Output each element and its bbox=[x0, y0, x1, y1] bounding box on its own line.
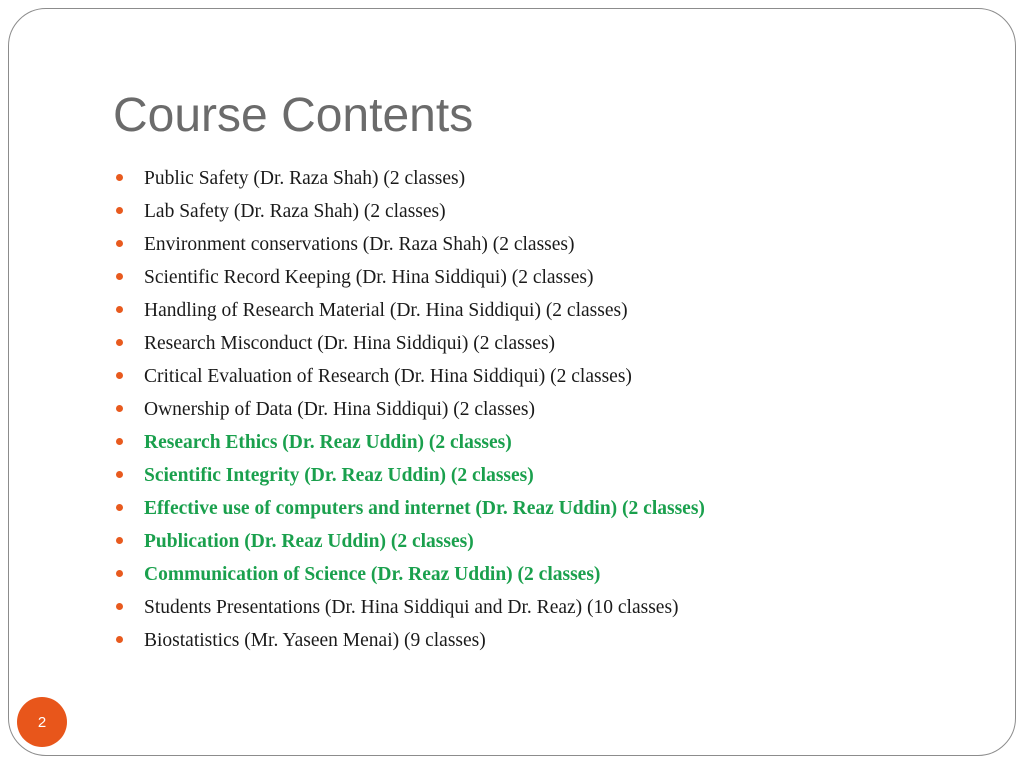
bullet-text: Public Safety (Dr. Raza Shah) (2 classes) bbox=[144, 167, 466, 189]
bullet-text: Environment conservations (Dr. Raza Shah) (2 classes) bbox=[144, 233, 575, 255]
bullet-marker-icon bbox=[116, 273, 123, 280]
bullet-text: Biostatistics (Mr. Yaseen Menai) (9 classes) bbox=[144, 629, 486, 651]
bullet-marker-icon bbox=[116, 570, 123, 577]
bullet-item bbox=[116, 294, 705, 327]
bullet-marker-icon bbox=[116, 405, 123, 412]
bullet-marker-icon bbox=[116, 471, 123, 478]
bullet-item-highlighted bbox=[116, 525, 705, 558]
bullet-marker-icon bbox=[116, 372, 123, 379]
bullet-text: Publication (Dr. Reaz Uddin) (2 classes) bbox=[144, 530, 474, 552]
bullet-item bbox=[116, 393, 705, 426]
bullet-text: Scientific Record Keeping (Dr. Hina Siddiqui) (2 classes) bbox=[144, 266, 594, 288]
bullet-item-highlighted bbox=[116, 492, 705, 525]
bullet-marker-icon bbox=[116, 174, 123, 181]
bullet-text: Students Presentations (Dr. Hina Siddiqui and Dr. Reaz) (10 classes) bbox=[144, 596, 679, 618]
bullet-marker-icon bbox=[116, 438, 123, 445]
bullet-text: Handling of Research Material (Dr. Hina Siddiqui) (2 classes) bbox=[144, 299, 628, 321]
bullet-marker-icon bbox=[116, 504, 123, 511]
bullet-text: Research Misconduct (Dr. Hina Siddiqui) (2 classes) bbox=[144, 332, 556, 354]
bullet-marker-icon bbox=[116, 636, 123, 643]
bullet-text: Ownership of Data (Dr. Hina Siddiqui) (2 classes) bbox=[144, 398, 535, 420]
bullet-marker-icon bbox=[116, 306, 123, 313]
bullet-marker-icon bbox=[116, 603, 123, 610]
bullet-item-highlighted bbox=[116, 426, 705, 459]
bullet-item-highlighted bbox=[116, 459, 705, 492]
bullet-text: Research Ethics (Dr. Reaz Uddin) (2 classes) bbox=[144, 431, 512, 453]
bullet-text: Lab Safety (Dr. Raza Shah) (2 classes) bbox=[144, 200, 446, 222]
bullet-marker-icon bbox=[116, 339, 123, 346]
bullet-text: Communication of Science (Dr. Reaz Uddin) (2 classes) bbox=[144, 563, 601, 585]
page-number-badge: 2 bbox=[17, 697, 67, 747]
bullet-item bbox=[116, 327, 705, 360]
bullet-text: Effective use of computers and internet (Dr. Reaz Uddin) (2 classes) bbox=[144, 497, 705, 519]
bullet-text: Scientific Integrity (Dr. Reaz Uddin) (2 classes) bbox=[144, 464, 534, 486]
bullet-item bbox=[116, 228, 705, 261]
slide-title: Course Contents bbox=[113, 89, 474, 142]
bullet-list bbox=[116, 162, 705, 657]
bullet-item bbox=[116, 624, 705, 657]
bullet-item bbox=[116, 261, 705, 294]
bullet-item bbox=[116, 591, 705, 624]
bullet-item-highlighted bbox=[116, 558, 705, 591]
bullet-item bbox=[116, 360, 705, 393]
bullet-item bbox=[116, 162, 705, 195]
bullet-text: Critical Evaluation of Research (Dr. Hina Siddiqui) (2 classes) bbox=[144, 365, 632, 387]
bullet-item bbox=[116, 195, 705, 228]
bullet-marker-icon bbox=[116, 207, 123, 214]
bullet-marker-icon bbox=[116, 537, 123, 544]
bullet-marker-icon bbox=[116, 240, 123, 247]
